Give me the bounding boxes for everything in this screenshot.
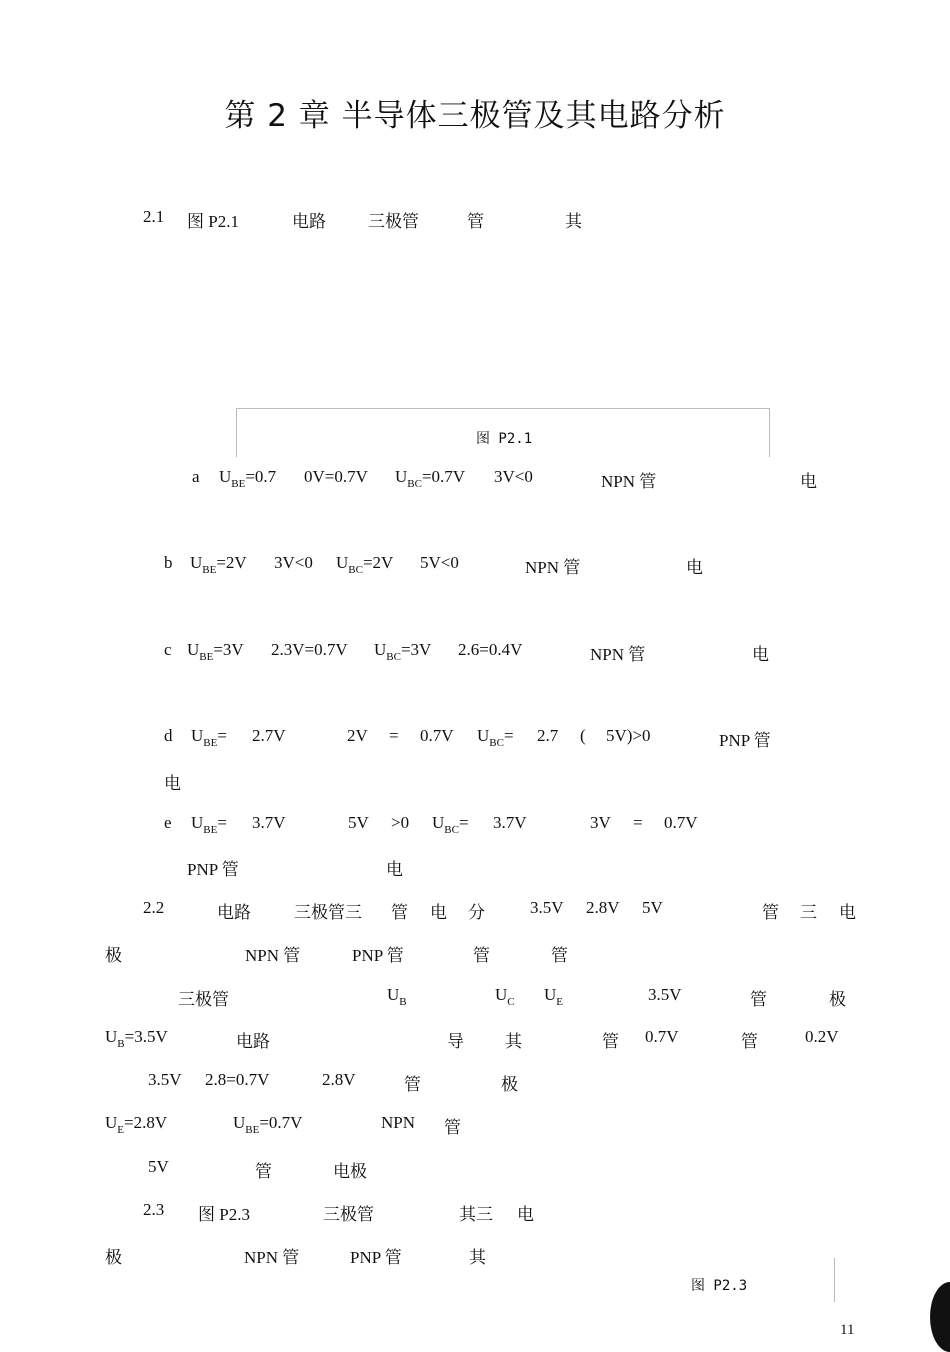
- formula: 3.5V: [648, 985, 682, 1004]
- text-fragment: 导: [447, 1032, 464, 1051]
- transistor-type: PNP 管: [350, 1248, 402, 1267]
- formula: $U_{BC}=$: [477, 726, 514, 749]
- formula: $U_C$: [495, 985, 515, 1008]
- text-fragment: 其三: [459, 1205, 493, 1224]
- formula: $U_{BE}=0.7V$: [233, 1113, 303, 1136]
- formula: 2.7V: [252, 726, 286, 745]
- formula: 5V: [148, 1157, 169, 1176]
- text-fragment: 电: [752, 645, 769, 664]
- formula: 5V<0: [420, 553, 459, 572]
- formula: 2.8V: [586, 898, 620, 917]
- formula: 3V<0: [274, 553, 313, 572]
- text-fragment: 管: [255, 1162, 272, 1181]
- text-fragment: 电路: [217, 903, 251, 922]
- text-fragment: 电: [430, 903, 447, 922]
- transistor-type: PNP 管: [719, 731, 771, 750]
- text-fragment: 电路: [292, 212, 326, 231]
- formula: $U_{BE}=$: [191, 813, 227, 836]
- formula: 0V=0.7V: [304, 467, 368, 486]
- page-number: 11: [840, 1322, 855, 1338]
- formula: 2.6=0.4V: [458, 640, 523, 659]
- figure-caption: 图 P2.3: [691, 1278, 748, 1294]
- page-title: 第 2 章 半导体三极管及其电路分析: [224, 98, 726, 134]
- transistor-type: NPN 管: [590, 645, 646, 664]
- formula: 5V: [348, 813, 369, 832]
- formula: $U_{BC}=$: [432, 813, 469, 836]
- formula: =: [633, 813, 643, 832]
- transistor-type: NPN 管: [525, 558, 581, 577]
- formula: $U_{BE}=2V$: [190, 553, 247, 576]
- formula: 0.7V: [664, 813, 698, 832]
- formula: $U_E$: [544, 985, 564, 1008]
- formula: =: [389, 726, 399, 745]
- formula: 3V: [590, 813, 611, 832]
- problem-number: 2.1: [143, 207, 165, 226]
- formula: $U_{BE}=$: [191, 726, 227, 749]
- formula: $U_{BC}=0.7V$: [395, 467, 466, 490]
- text-fragment: 电极: [333, 1162, 367, 1181]
- formula: 3.7V: [252, 813, 286, 832]
- transistor-type: NPN 管: [601, 472, 657, 491]
- text-fragment: 电: [839, 903, 856, 922]
- text-fragment: NPN: [381, 1113, 416, 1132]
- ink-blot: [930, 1282, 950, 1352]
- formula: 3.5V: [530, 898, 564, 917]
- text-fragment: 三极管: [323, 1205, 374, 1224]
- text-fragment: 管: [762, 903, 779, 922]
- text-fragment: 分: [468, 903, 485, 922]
- problem-number: 2.2: [143, 898, 165, 917]
- text-fragment: 三极管三: [294, 903, 362, 922]
- formula: $U_B$: [387, 985, 407, 1008]
- text-fragment: 管: [602, 1032, 619, 1051]
- text-fragment: 三极管: [178, 990, 229, 1009]
- text-fragment: 电: [686, 558, 703, 577]
- item-label: a: [192, 467, 200, 486]
- transistor-type: NPN 管: [244, 1248, 300, 1267]
- formula: $U_{BC}=3V$: [374, 640, 432, 663]
- problem-number: 2.3: [143, 1200, 165, 1219]
- formula: 0.7V: [645, 1027, 679, 1046]
- text-fragment: 电: [386, 860, 403, 879]
- formula: $U_B=3.5V$: [105, 1027, 168, 1050]
- formula: (: [580, 726, 586, 745]
- transistor-type: NPN 管: [245, 946, 301, 965]
- formula: 2V: [347, 726, 368, 745]
- formula: 3.5V: [148, 1070, 182, 1089]
- text-fragment: 三: [800, 903, 817, 922]
- text-fragment: 管: [391, 903, 408, 922]
- text-fragment: 极: [105, 946, 122, 965]
- formula: $U_{BE}=0.7$: [219, 467, 277, 490]
- text-fragment: 管: [467, 212, 484, 231]
- text-fragment: 电路: [236, 1032, 270, 1051]
- formula: 3V<0: [494, 467, 533, 486]
- formula: 2.8=0.7V: [205, 1070, 270, 1089]
- item-label: b: [164, 553, 173, 572]
- formula: 5V)>0: [606, 726, 651, 745]
- formula: $U_E=2.8V$: [105, 1113, 168, 1136]
- item-label: d: [164, 726, 173, 745]
- figure-ref: 图 P2.1: [187, 212, 239, 231]
- formula: $U_{BC}=2V$: [336, 553, 394, 576]
- text-fragment: 极: [105, 1248, 122, 1267]
- figure-ref: 图 P2.3: [198, 1205, 250, 1224]
- text-fragment: 管: [750, 990, 767, 1009]
- text-fragment: 电: [164, 774, 181, 793]
- item-label: c: [164, 640, 172, 659]
- formula: 0.7V: [420, 726, 454, 745]
- text-fragment: 电: [517, 1205, 534, 1224]
- text-fragment: 极: [501, 1075, 518, 1094]
- formula: 2.8V: [322, 1070, 356, 1089]
- formula: 0.2V: [805, 1027, 839, 1046]
- text-fragment: 三极管: [368, 212, 419, 231]
- text-fragment: 管: [473, 946, 490, 965]
- text-fragment: 管: [551, 946, 568, 965]
- text-fragment: 管: [404, 1075, 421, 1094]
- transistor-type: PNP 管: [352, 946, 404, 965]
- text-fragment: 其: [469, 1248, 486, 1267]
- text-fragment: 电: [800, 472, 817, 491]
- formula: 5V: [642, 898, 663, 917]
- figure-caption: 图 P2.1: [476, 431, 533, 447]
- text-fragment: 其: [565, 212, 582, 231]
- transistor-type: PNP 管: [187, 860, 239, 879]
- formula: 2.7: [537, 726, 559, 745]
- text-fragment: 极: [829, 990, 846, 1009]
- text-fragment: 管: [444, 1118, 461, 1137]
- figure-frame-edge: [834, 1258, 835, 1302]
- formula: >0: [391, 813, 410, 832]
- text-fragment: 其: [505, 1032, 522, 1051]
- item-label: e: [164, 813, 172, 832]
- formula: 2.3V=0.7V: [271, 640, 348, 659]
- formula: 3.7V: [493, 813, 527, 832]
- formula: $U_{BE}=3V$: [187, 640, 244, 663]
- text-fragment: 管: [741, 1032, 758, 1051]
